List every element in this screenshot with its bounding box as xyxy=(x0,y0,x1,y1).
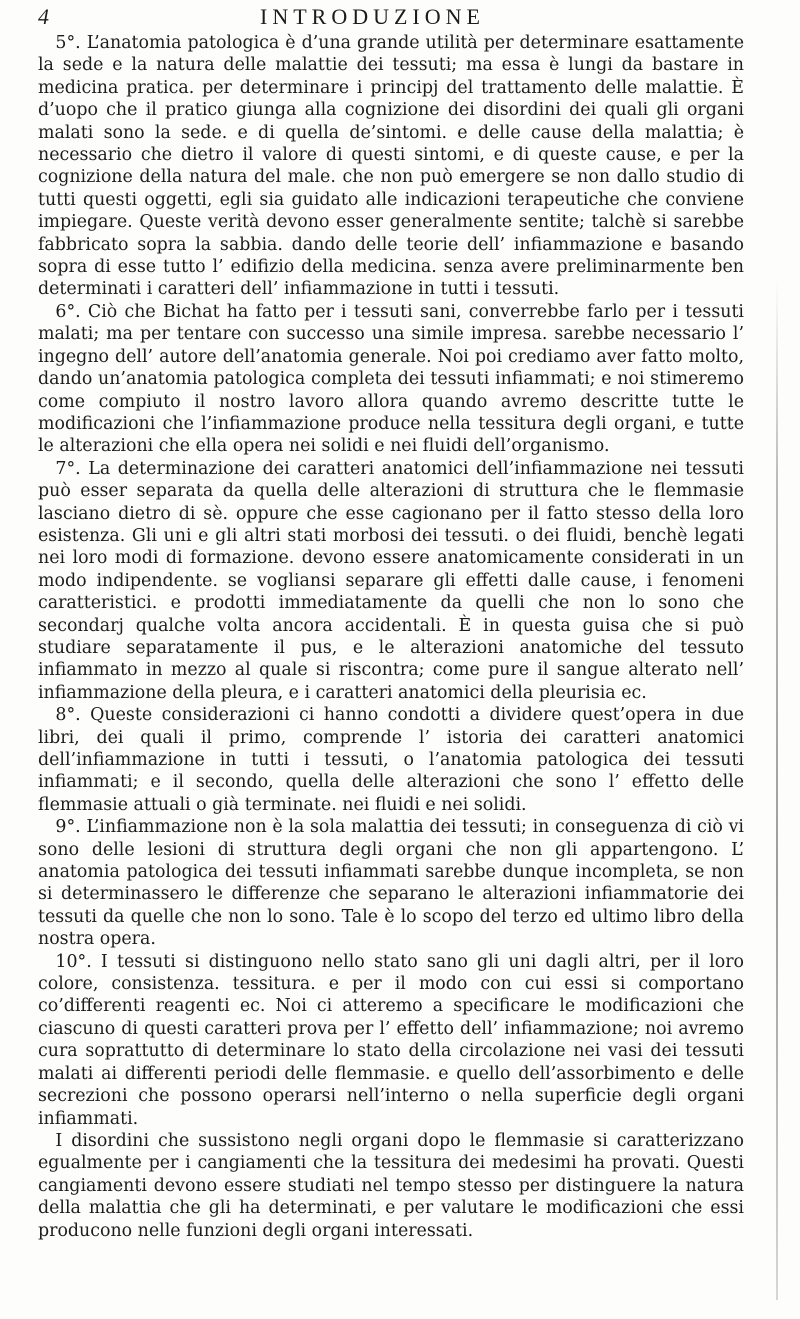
paragraph-number: 10°. xyxy=(55,951,92,972)
paragraph-number: 8°. xyxy=(55,705,81,726)
paragraph-number: 6°. xyxy=(55,301,81,322)
paragraph-10 xyxy=(38,951,744,1130)
paragraph-7 xyxy=(38,458,744,704)
paragraph-5 xyxy=(38,32,744,301)
page-number: 4 xyxy=(38,4,49,29)
paragraph-number: 9°. xyxy=(55,817,81,838)
running-title: INTRODUZIONE xyxy=(260,4,485,29)
page-header xyxy=(38,4,748,30)
paragraph-9 xyxy=(38,816,744,950)
paragraph-text: Queste considerazioni ci hanno condotti a dividere quest’opera in due libri, dei quali il primo, comprende l’ istoria dei caratteri anatomici dell’infiammazione in tutti i tessuti, o l’anatomia patologica dei tessuti infiammati; e il secondo, quella delle alterazioni che sono l’ effetto delle flemmasie attuali o già terminate. nei fluidi e nei solidi. xyxy=(38,705,745,815)
paragraph-text: L’infiammazione non è la sola malattia dei tessuti; in conseguenza di ciò vi sono delle lesioni di struttura degli organi che non gli appartengono. L’ anatomia patologica dei tessuti infiammati sarebbe dunque incompleta, se non si determinassero le differenze che separano le alterazioni infiammatorie dei tessuti da quelle che non lo sono. Tale è lo scopo del terzo ed ultimo libro della nostra opera. xyxy=(38,817,744,950)
paragraph-text: La determinazione dei caratteri anatomici dell’infiammazione nei tessuti può esser separata da quella delle alterazioni di struttura che le flemmasie lasciano dietro di sè. oppure che esse cagionano per il fatto stesso della loro esistenza. Gli uni e gli altri stati morbosi dei tessuti. o dei fluidi, benchè legati nei loro modi di formazione. devono essere anatomicamente considerati in un modo indipendente. se vogliansi separare gli effetti dalle cause, i fenomeni caratteristici. e prodotti immediatamente da quelli che non lo sono che secondarj qualche volta ancora accidentali. È in questa guisa che si può studiare separatamente il pus, e le alterazioni anatomiche del tessuto infiammato in mezzo al quale si riscontra; come pure il sangue alterato nell’ infiammazione della pleura, e i caratteri anatomici della pleurisia ec. xyxy=(38,458,744,703)
paragraph-number: 7°. xyxy=(55,458,81,479)
page-edge-shadow xyxy=(776,280,778,1300)
paragraph-text: I tessuti si distinguono nello stato sano gli uni dagli altri, per il loro colore, consistenza. tessitura. e per il modo con cui essi si comportano co’differenti reagenti ec. Noi ci atteremo a specificare le modificazioni che ciascuno di questi caratteri prova per l’ effetto dell’ infiammazione; noi avremo cura soprattutto di determinare lo stato della circolazione nei vasi dei tessuti malati ai differenti periodi delle flemmasie. e quello dell’assorbimento e delle secrezioni che possono operarsi nell’interno o nella superficie degli organi infiammati. xyxy=(38,951,744,1129)
paragraph-8 xyxy=(38,704,744,816)
paragraph-text: Ciò che Bichat ha fatto per i tessuti sani, converrebbe farlo per i tessuti malati; ma per tentare con successo una simile impresa. sarebbe necessario l’ ingegno dell’ autore dell’anatomia generale. Noi poi crediamo aver fatto molto, dando un’anatomia patologica completa dei tessuti infiammati; e noi stimeremo come compiuto il nostro lavoro allora quando avremo descritte tutte le modificazioni che l’infiammazione produce nella tessitura degli organi, e tutte le alterazioni che ella opera nei solidi e nei fluidi dell’organismo. xyxy=(38,301,744,457)
paragraph-number: 5°. xyxy=(55,33,81,53)
paragraph-10-continued xyxy=(38,1130,744,1242)
body-text xyxy=(38,32,744,1242)
paragraph-text: I disordini che sussistono negli organi dopo le flemmasie si caratterizzano egualmente per i cangiamenti che la tessitura dei medesimi ha provati. Questi cangiamenti devono essere studiati nel tempo stesso per distinguere la natura della malattia che gli ha determinati, e per valutare le modificazioni che essi producono nelle funzioni degli organi interessati. xyxy=(38,1130,744,1241)
paragraph-6 xyxy=(38,301,744,458)
paragraph-text: L’anatomia patologica è d’una grande utilità per determinare esattamente la sede e la natura delle malattie dei tessuti; ma essa è lungi da bastare in medicina pratica. per determinare i principj del trattamento delle malattie. È d’uopo che il pratico giunga alla cognizione dei disordini dei quali gli organi malati sono la sede. e di quella de’sintomi. e delle cause della malattia; è necessario che dietro il valore di questi sintomi, e di queste cause, e per la cognizione della natura del male. che non può emergere se non dallo studio di tutti questi oggetti, egli sia guidato alle indicazioni terapeutiche che conviene impiegare. Queste verità devono esser generalmente sentite; talchè si sarebbe fabbricato sopra la sabbia. dando delle teorie dell’ infiammazione e basando sopra di esse tutto l’ edifizio della medicina. senza avere preliminarmente ben determinati i caratteri dell’ infiammazione in tutti i tessuti. xyxy=(38,33,744,300)
